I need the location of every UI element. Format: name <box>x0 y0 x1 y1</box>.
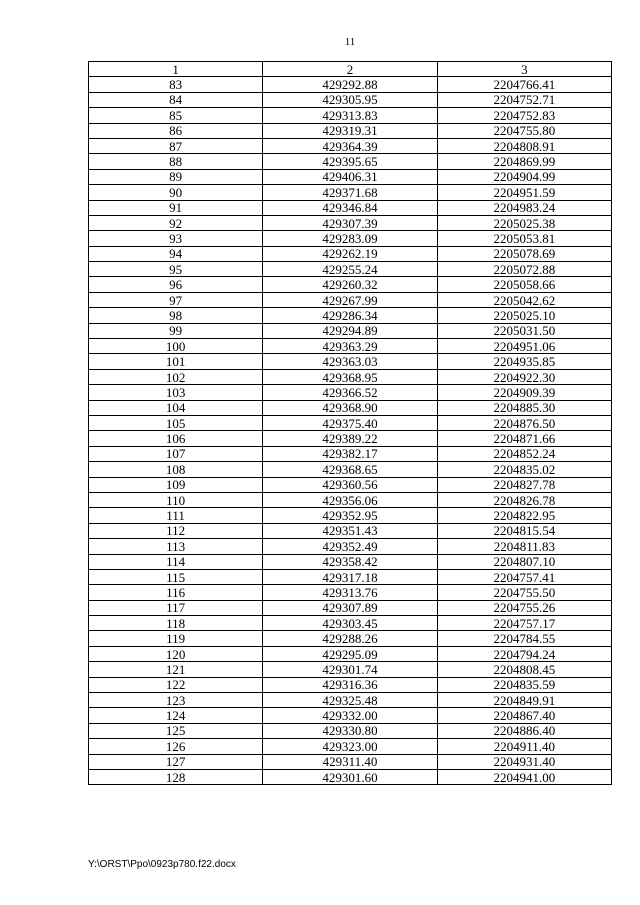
point-number-cell: 104 <box>89 400 263 415</box>
point-number-cell: 122 <box>89 677 263 692</box>
y-coordinate-cell: 2204811.83 <box>437 539 611 554</box>
y-coordinate-cell: 2204755.50 <box>437 585 611 600</box>
point-number-cell: 124 <box>89 708 263 723</box>
point-number-cell: 89 <box>89 169 263 184</box>
x-coordinate-cell: 429346.84 <box>263 200 438 215</box>
x-coordinate-cell: 429255.24 <box>263 262 438 277</box>
x-coordinate-cell: 429358.42 <box>263 554 438 569</box>
y-coordinate-cell: 2204935.85 <box>437 354 611 369</box>
table-row <box>89 723 612 738</box>
y-coordinate-cell: 2204766.41 <box>437 77 611 92</box>
table-row <box>89 554 612 569</box>
table-row <box>89 292 612 307</box>
point-number-cell: 99 <box>89 323 263 338</box>
x-coordinate-cell: 429352.95 <box>263 508 438 523</box>
point-number-cell: 126 <box>89 739 263 754</box>
x-coordinate-cell: 429288.26 <box>263 631 438 646</box>
page-number: 11 <box>344 36 356 48</box>
table-row <box>89 400 612 415</box>
x-coordinate-cell: 429295.09 <box>263 646 438 661</box>
table-row <box>89 200 612 215</box>
table-row <box>89 339 612 354</box>
point-number-cell: 88 <box>89 154 263 169</box>
y-coordinate-cell: 2204867.40 <box>437 708 611 723</box>
y-coordinate-cell: 2204869.99 <box>437 154 611 169</box>
x-coordinate-cell: 429368.95 <box>263 369 438 384</box>
point-number-cell: 98 <box>89 308 263 323</box>
y-coordinate-cell: 2204807.10 <box>437 554 611 569</box>
x-coordinate-cell: 429316.36 <box>263 677 438 692</box>
point-number-cell: 100 <box>89 339 263 354</box>
point-number-cell: 111 <box>89 508 263 523</box>
y-coordinate-cell: 2204941.00 <box>437 769 611 784</box>
y-coordinate-cell: 2204951.06 <box>437 339 611 354</box>
y-coordinate-cell: 2204755.80 <box>437 123 611 138</box>
y-coordinate-cell: 2204871.66 <box>437 431 611 446</box>
y-coordinate-cell: 2204909.39 <box>437 385 611 400</box>
table-row <box>89 169 612 184</box>
x-coordinate-cell: 429406.31 <box>263 169 438 184</box>
x-coordinate-cell: 429311.40 <box>263 754 438 769</box>
x-coordinate-cell: 429294.89 <box>263 323 438 338</box>
x-coordinate-cell: 429323.00 <box>263 739 438 754</box>
point-number-cell: 97 <box>89 292 263 307</box>
table-row <box>89 231 612 246</box>
y-coordinate-cell: 2204752.83 <box>437 108 611 123</box>
point-number-cell: 102 <box>89 369 263 384</box>
point-number-cell: 95 <box>89 262 263 277</box>
x-coordinate-cell: 429364.39 <box>263 138 438 153</box>
table-row <box>89 431 612 446</box>
table-row <box>89 108 612 123</box>
point-number-cell: 90 <box>89 185 263 200</box>
point-number-cell: 86 <box>89 123 263 138</box>
column-header: 3 <box>437 62 611 77</box>
point-number-cell: 83 <box>89 77 263 92</box>
point-number-cell: 113 <box>89 539 263 554</box>
table-row <box>89 754 612 769</box>
y-coordinate-cell: 2204931.40 <box>437 754 611 769</box>
point-number-cell: 123 <box>89 693 263 708</box>
y-coordinate-cell: 2204815.54 <box>437 523 611 538</box>
y-coordinate-cell: 2204757.17 <box>437 616 611 631</box>
x-coordinate-cell: 429368.65 <box>263 462 438 477</box>
y-coordinate-cell: 2204904.99 <box>437 169 611 184</box>
point-number-cell: 106 <box>89 431 263 446</box>
table-row <box>89 323 612 338</box>
x-coordinate-cell: 429307.89 <box>263 600 438 615</box>
x-coordinate-cell: 429389.22 <box>263 431 438 446</box>
y-coordinate-cell: 2204876.50 <box>437 415 611 430</box>
table-row <box>89 631 612 646</box>
point-number-cell: 85 <box>89 108 263 123</box>
point-number-cell: 110 <box>89 492 263 507</box>
table-row <box>89 616 612 631</box>
point-number-cell: 96 <box>89 277 263 292</box>
point-number-cell: 84 <box>89 92 263 107</box>
column-header: 2 <box>263 62 438 77</box>
y-coordinate-cell: 2205042.62 <box>437 292 611 307</box>
x-coordinate-cell: 429375.40 <box>263 415 438 430</box>
table-row <box>89 677 612 692</box>
y-coordinate-cell: 2205053.81 <box>437 231 611 246</box>
point-number-cell: 105 <box>89 415 263 430</box>
x-coordinate-cell: 429330.80 <box>263 723 438 738</box>
table-row <box>89 154 612 169</box>
y-coordinate-cell: 2205078.69 <box>437 246 611 261</box>
x-coordinate-cell: 429262.19 <box>263 246 438 261</box>
table-row <box>89 138 612 153</box>
y-coordinate-cell: 2204983.24 <box>437 200 611 215</box>
x-coordinate-cell: 429360.56 <box>263 477 438 492</box>
table-row <box>89 446 612 461</box>
table-row <box>89 523 612 538</box>
x-coordinate-cell: 429363.03 <box>263 354 438 369</box>
x-coordinate-cell: 429325.48 <box>263 693 438 708</box>
x-coordinate-cell: 429292.88 <box>263 77 438 92</box>
point-number-cell: 87 <box>89 138 263 153</box>
x-coordinate-cell: 429301.60 <box>263 769 438 784</box>
y-coordinate-cell: 2204951.59 <box>437 185 611 200</box>
y-coordinate-cell: 2204911.40 <box>437 739 611 754</box>
point-number-cell: 128 <box>89 769 263 784</box>
y-coordinate-cell: 2204784.55 <box>437 631 611 646</box>
point-number-cell: 112 <box>89 523 263 538</box>
x-coordinate-cell: 429301.74 <box>263 662 438 677</box>
x-coordinate-cell: 429319.31 <box>263 123 438 138</box>
y-coordinate-cell: 2204835.02 <box>437 462 611 477</box>
y-coordinate-cell: 2204808.91 <box>437 138 611 153</box>
x-coordinate-cell: 429356.06 <box>263 492 438 507</box>
y-coordinate-cell: 2204757.41 <box>437 569 611 584</box>
coordinates-table <box>88 61 612 785</box>
x-coordinate-cell: 429368.90 <box>263 400 438 415</box>
table-header-row <box>89 62 612 77</box>
point-number-cell: 109 <box>89 477 263 492</box>
point-number-cell: 93 <box>89 231 263 246</box>
y-coordinate-cell: 2204794.24 <box>437 646 611 661</box>
table-row <box>89 308 612 323</box>
file-path-footer: Y:\ORST\Ppo\0923p780.f22.docx <box>88 859 236 870</box>
table-row <box>89 246 612 261</box>
point-number-cell: 107 <box>89 446 263 461</box>
table-row <box>89 123 612 138</box>
table-row <box>89 369 612 384</box>
table-row <box>89 385 612 400</box>
point-number-cell: 116 <box>89 585 263 600</box>
x-coordinate-cell: 429351.43 <box>263 523 438 538</box>
x-coordinate-cell: 429307.39 <box>263 215 438 230</box>
x-coordinate-cell: 429371.68 <box>263 185 438 200</box>
point-number-cell: 94 <box>89 246 263 261</box>
x-coordinate-cell: 429313.83 <box>263 108 438 123</box>
point-number-cell: 115 <box>89 569 263 584</box>
y-coordinate-cell: 2204822.95 <box>437 508 611 523</box>
table-row <box>89 662 612 677</box>
y-coordinate-cell: 2204755.26 <box>437 600 611 615</box>
column-header: 1 <box>89 62 263 77</box>
table-row <box>89 262 612 277</box>
table-row <box>89 585 612 600</box>
x-coordinate-cell: 429366.52 <box>263 385 438 400</box>
y-coordinate-cell: 2204808.45 <box>437 662 611 677</box>
table-row <box>89 354 612 369</box>
point-number-cell: 108 <box>89 462 263 477</box>
x-coordinate-cell: 429332.00 <box>263 708 438 723</box>
x-coordinate-cell: 429305.95 <box>263 92 438 107</box>
y-coordinate-cell: 2204886.40 <box>437 723 611 738</box>
table-row <box>89 215 612 230</box>
x-coordinate-cell: 429267.99 <box>263 292 438 307</box>
y-coordinate-cell: 2204885.30 <box>437 400 611 415</box>
y-coordinate-cell: 2204827.78 <box>437 477 611 492</box>
table-row <box>89 569 612 584</box>
point-number-cell: 92 <box>89 215 263 230</box>
x-coordinate-cell: 429382.17 <box>263 446 438 461</box>
table-row <box>89 708 612 723</box>
y-coordinate-cell: 2204826.78 <box>437 492 611 507</box>
point-number-cell: 125 <box>89 723 263 738</box>
table-row <box>89 477 612 492</box>
table-row <box>89 508 612 523</box>
point-number-cell: 101 <box>89 354 263 369</box>
x-coordinate-cell: 429395.65 <box>263 154 438 169</box>
table-row <box>89 769 612 784</box>
x-coordinate-cell: 429363.29 <box>263 339 438 354</box>
point-number-cell: 119 <box>89 631 263 646</box>
x-coordinate-cell: 429286.34 <box>263 308 438 323</box>
table-row <box>89 77 612 92</box>
point-number-cell: 117 <box>89 600 263 615</box>
y-coordinate-cell: 2204849.91 <box>437 693 611 708</box>
y-coordinate-cell: 2204922.30 <box>437 369 611 384</box>
table-body <box>89 62 612 785</box>
x-coordinate-cell: 429352.49 <box>263 539 438 554</box>
table-row <box>89 600 612 615</box>
point-number-cell: 114 <box>89 554 263 569</box>
table-row <box>89 646 612 661</box>
y-coordinate-cell: 2205025.38 <box>437 215 611 230</box>
point-number-cell: 103 <box>89 385 263 400</box>
y-coordinate-cell: 2205058.66 <box>437 277 611 292</box>
y-coordinate-cell: 2205025.10 <box>437 308 611 323</box>
y-coordinate-cell: 2205072.88 <box>437 262 611 277</box>
point-number-cell: 127 <box>89 754 263 769</box>
table-row <box>89 92 612 107</box>
table-row <box>89 415 612 430</box>
table-row <box>89 277 612 292</box>
y-coordinate-cell: 2204835.59 <box>437 677 611 692</box>
y-coordinate-cell: 2204852.24 <box>437 446 611 461</box>
point-number-cell: 120 <box>89 646 263 661</box>
x-coordinate-cell: 429313.76 <box>263 585 438 600</box>
point-number-cell: 91 <box>89 200 263 215</box>
table-row <box>89 739 612 754</box>
y-coordinate-cell: 2204752.71 <box>437 92 611 107</box>
x-coordinate-cell: 429260.32 <box>263 277 438 292</box>
table-row <box>89 492 612 507</box>
x-coordinate-cell: 429283.09 <box>263 231 438 246</box>
point-number-cell: 121 <box>89 662 263 677</box>
table-row <box>89 462 612 477</box>
table-row <box>89 693 612 708</box>
x-coordinate-cell: 429317.18 <box>263 569 438 584</box>
y-coordinate-cell: 2205031.50 <box>437 323 611 338</box>
x-coordinate-cell: 429303.45 <box>263 616 438 631</box>
table-row <box>89 539 612 554</box>
point-number-cell: 118 <box>89 616 263 631</box>
table-row <box>89 185 612 200</box>
